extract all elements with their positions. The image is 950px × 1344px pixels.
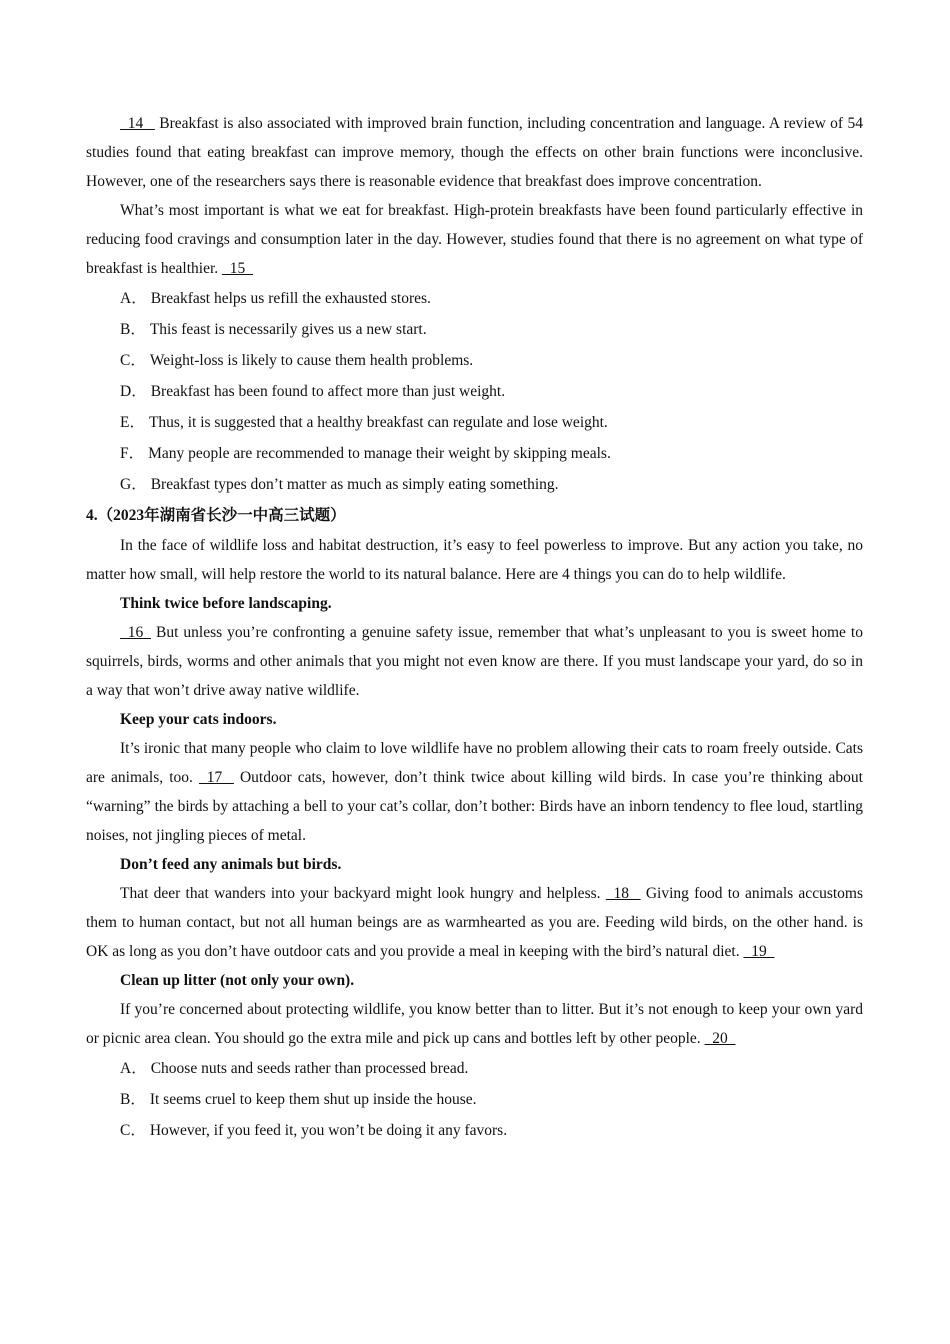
option-text: Breakfast types don’t matter as much as simply eating something. bbox=[150, 476, 559, 493]
paragraph-17 bbox=[86, 734, 863, 850]
option-letter: A． bbox=[120, 1060, 147, 1077]
option-letter: C． bbox=[120, 352, 146, 369]
paragraph-14-text: Breakfast is also associated with improved brain function, including concentration and language. A review of 54 studies found that eating breakfast can improve memory, though the effects on other brain functions were inconclusive. However, one of the researchers says there is reasonable evidence that breakfast does improve concentration. bbox=[86, 115, 863, 190]
option-b bbox=[86, 1084, 863, 1115]
option-text: Weight-loss is likely to cause them health problems. bbox=[149, 352, 474, 369]
paragraph-20-text: If you’re concerned about protecting wildlife, you know better than to litter. But it’s not enough to keep your own yard or picnic area clean. You should go the extra mile and pick up cans and bottles left by other people. bbox=[86, 1001, 863, 1047]
option-e bbox=[86, 407, 863, 438]
blank-19: 19 bbox=[743, 943, 775, 960]
blank-17: 17 bbox=[199, 769, 234, 786]
option-c bbox=[86, 1115, 863, 1146]
option-text: It seems cruel to keep them shut up inside the house. bbox=[149, 1091, 477, 1108]
intro-paragraph: In the face of wildlife loss and habitat destruction, it’s easy to feel powerless to improve. But any action you take, no matter how small, will help restore the world to its natural balance. Here are 4 things you can do to help wildlife. bbox=[86, 537, 863, 583]
option-c bbox=[86, 345, 863, 376]
blank-18: 18 bbox=[605, 885, 641, 902]
paragraph-16 bbox=[86, 618, 863, 705]
paragraph-18-after: Giving food to animals accustoms them to human contact, but not all human beings are as warmhearted as you are. Feeding wild birds, on the other hand. is OK as long as you don’t have outdoor cats and you provide a meal in keeping with the bird’s natural diet. bbox=[86, 885, 863, 960]
question-heading: 4.（2023年湖南省长沙一中高三试题） bbox=[86, 507, 346, 524]
paragraph-15-text: What’s most important is what we eat for breakfast. High-protein breakfasts have been found particularly effective in reducing food cravings and consumption later in the day. However, studies found that there is no agreement on what type of breakfast is healthier. bbox=[86, 202, 863, 277]
option-text: However, if you feed it, you won’t be doing it any favors. bbox=[149, 1122, 508, 1139]
option-letter: D． bbox=[120, 383, 147, 400]
subheading-litter: Clean up litter (not only your own). bbox=[120, 972, 355, 989]
option-letter: B． bbox=[120, 1091, 146, 1108]
blank-15: 15 bbox=[222, 260, 254, 277]
paragraph-17-after: Outdoor cats, however, don’t think twice about killing wild birds. In case you’re thinking about “warning” the birds by attaching a bell to your cat’s collar, don’t bother: Birds have an inborn tendency to flee loud, startling noises, not jingling pieces of metal. bbox=[86, 769, 863, 844]
options-list-1 bbox=[86, 283, 863, 500]
option-letter: A． bbox=[120, 290, 147, 307]
option-b bbox=[86, 314, 863, 345]
paragraph-16-text: But unless you’re confronting a genuine safety issue, remember that what’s unpleasant to you is sweet home to squirrels, birds, worms and other animals that you might not even know are there. If you must landscape your yard, do so in a way that won’t drive away native wildlife. bbox=[86, 624, 863, 699]
options-list-2 bbox=[86, 1053, 863, 1146]
option-text: Breakfast helps us refill the exhausted stores. bbox=[150, 290, 431, 307]
option-a bbox=[86, 283, 863, 314]
option-g bbox=[86, 469, 863, 500]
option-a bbox=[86, 1053, 863, 1084]
option-text: Many people are recommended to manage their weight by skipping meals. bbox=[148, 445, 611, 462]
paragraph-18 bbox=[86, 879, 863, 966]
option-letter: E． bbox=[120, 414, 145, 431]
option-d bbox=[86, 376, 863, 407]
paragraph-15 bbox=[86, 196, 863, 283]
blank-14: 14 bbox=[120, 115, 155, 132]
option-letter: B． bbox=[120, 321, 146, 338]
blank-16: 16 bbox=[120, 624, 151, 641]
blank-20: 20 bbox=[704, 1030, 736, 1047]
paragraph-17-before: It’s ironic that many people who claim to love wildlife have no problem allowing their cats to roam freely outside. Cats are animals, too. bbox=[86, 740, 863, 786]
document-content bbox=[86, 109, 863, 1146]
option-text: Thus, it is suggested that a healthy breakfast can regulate and lose weight. bbox=[148, 414, 608, 431]
option-letter: G． bbox=[120, 476, 147, 493]
option-letter: C． bbox=[120, 1122, 146, 1139]
subheading-landscaping: Think twice before landscaping. bbox=[120, 595, 332, 612]
subheading-feeding: Don’t feed any animals but birds. bbox=[120, 856, 342, 873]
paragraph-18-before: That deer that wanders into your backyard might look hungry and helpless. bbox=[120, 885, 606, 902]
paragraph-14 bbox=[86, 109, 863, 196]
option-letter: F． bbox=[120, 445, 145, 462]
subheading-cats: Keep your cats indoors. bbox=[120, 711, 277, 728]
paragraph-20 bbox=[86, 995, 863, 1053]
option-text: Breakfast has been found to affect more than just weight. bbox=[150, 383, 506, 400]
option-text: Choose nuts and seeds rather than processed bread. bbox=[150, 1060, 469, 1077]
option-text: This feast is necessarily gives us a new start. bbox=[149, 321, 427, 338]
option-f bbox=[86, 438, 863, 469]
